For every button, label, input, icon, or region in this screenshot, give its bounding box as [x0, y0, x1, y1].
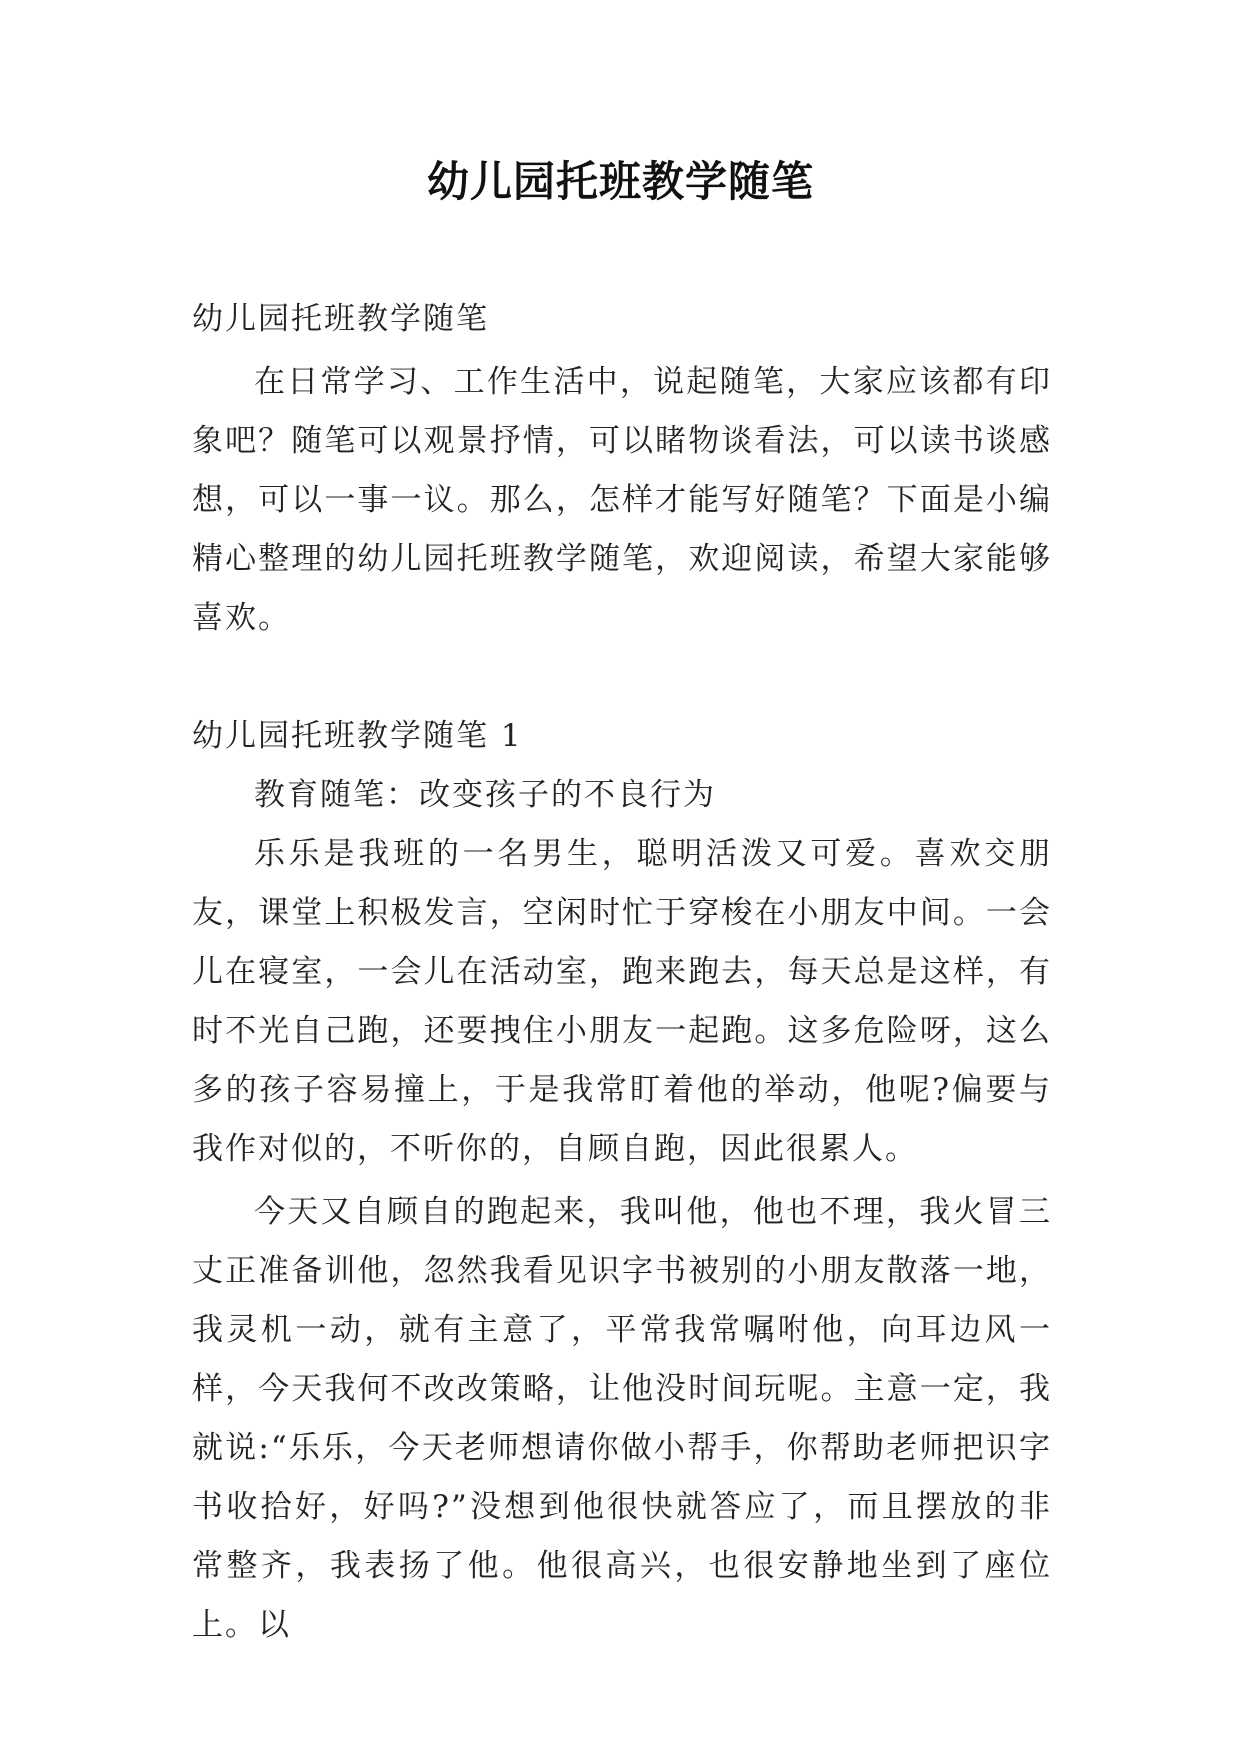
section-subheading: 教育随笔：改变孩子的不良行为: [254, 777, 716, 813]
document-body: [192, 290, 1052, 1655]
body-paragraph: 乐乐是我班的一名男生，聪明活泼又可爱。喜欢交朋友，课堂上积极发言，空闲时忙于穿梭在小朋友中间。一会儿在寝室，一会儿在活动室，跑来跑去，每天总是这样，有时不光自己跑，还要拽住小朋友一起跑。这多危险呀，这么多的孩子容易撞上，于是我常盯着他的举动，他呢?偏要与我作对似的，不听你的，自顾自跑，因此很累人。: [192, 836, 1052, 1167]
body-paragraph: 今天又自顾自的跑起来，我叫他，他也不理，我火冒三丈正准备训他，忽然我看见识字书被别的小朋友散落一地，我灵机一动，就有主意了，平常我常嘱咐他，向耳边风一样，今天我何不改改策略，让他没时间玩呢。主意一定，我就说:“乐乐，今天老师想请你做小帮手，你帮助老师把识字书收拾好，好吗?”没想到他很快就答应了，而且摆放的非常整齐，我表扬了他。他很高兴，也很安静地坐到了座位上。以: [192, 1194, 1052, 1643]
document-subtitle: 幼儿园托班教学随笔: [192, 301, 489, 337]
intro-paragraph: 在日常学习、工作生活中，说起随笔，大家应该都有印象吧？随笔可以观景抒情，可以睹物谈看法，可以读书谈感想，可以一事一议。那么，怎样才能写好随笔？下面是小编精心整理的幼儿园托班教学随笔，欢迎阅读，希望大家能够喜欢。: [192, 364, 1052, 636]
section-heading: 幼儿园托班教学随笔 1: [192, 718, 523, 754]
document-title: 幼儿园托班教学随笔: [426, 157, 814, 206]
